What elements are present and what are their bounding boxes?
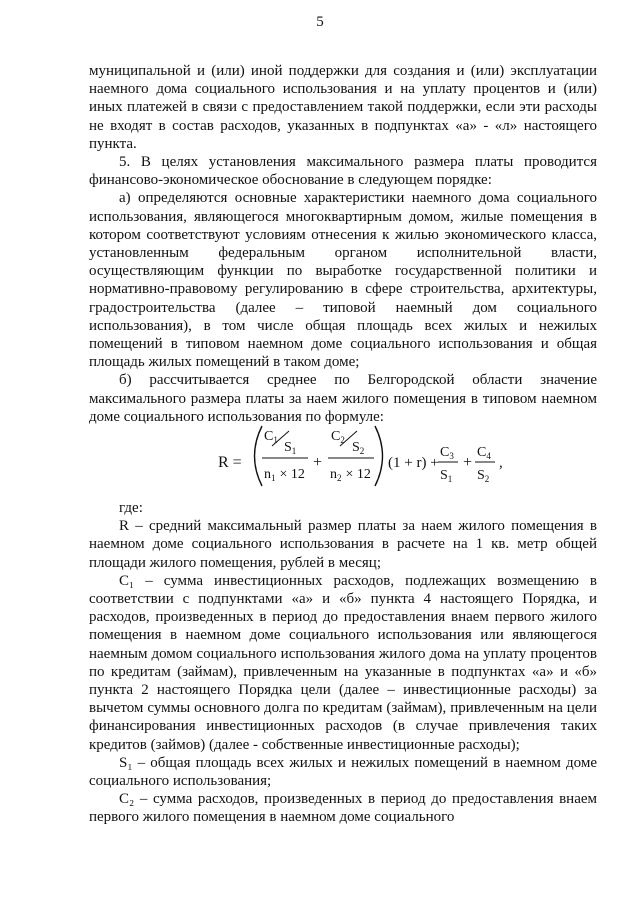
formula-s1-second: $S_1$ — [440, 468, 453, 484]
formula-n1: $n_1 \times 12$ — [264, 467, 305, 483]
formula-c1: $C_1$ — [264, 429, 278, 445]
paragraph-item-5: 5. В целях установления максимального размера платы проводится финансово-экономическое обоснование в следующем порядке: — [89, 154, 597, 189]
text-block-top — [89, 62, 597, 426]
formula-n2: $n_2 \times 12$ — [330, 467, 371, 483]
paragraph-def-s1: S₁ – общая площадь всех жилых и нежилых помещений в наемном доме социального использования; — [89, 754, 597, 790]
paragraph-def-r: R – средний максимальный размер платы за наем жилого помещения в наемном доме социального использования в расчете на 1 кв. метр общей площади жилого помещения, рублей в месяц; — [89, 518, 597, 571]
formula-comma: , — [499, 455, 503, 471]
formula-r — [0, 416, 640, 496]
formula-c3: $C_3$ — [440, 445, 454, 461]
page-number: 5 — [316, 14, 324, 30]
text-block-bottom — [89, 499, 597, 827]
formula-left-paren — [255, 426, 263, 486]
formula-plus-2: + — [463, 454, 473, 471]
formula-one-plus-r: (1 + r) + — [388, 455, 439, 471]
paragraph-where: где: — [119, 500, 143, 516]
formula-c2: $C_2$ — [331, 429, 345, 445]
formula-lhs: R = — [218, 454, 242, 471]
paragraph-def-c1: C₁ – сумма инвестиционных расходов, подлежащих возмещению в соответствии с подпунктами «а» и «б» пункта 4 настоящего Порядка, и расходов, произведенных в период до предоставления внаем первого жилого помещения в наемном доме социального использования или являющегося наемным домом социального использования жилого дома на уплату процентов по кредитам (займам), привлеченным на указанные в подпунктах «а» и «б» пункта 2 настоящего Порядка цели (далее – инвестиционные расходы) за вычетом суммы основного долга по кредитам (займам), привлеченным на цели финансирования инвестиционных расходов (в случае привлечения таких кредитов (займов) (далее - собственные инвестиционные расходы); — [89, 572, 597, 753]
paragraph-def-c2: C₂ – сумма расходов, произведенных в период до предоставления внаем первого жилого помещения в наемном доме социального — [89, 791, 597, 826]
formula-s2: $S_2$ — [352, 440, 365, 456]
formula-right-paren — [375, 426, 383, 486]
formula-s2-second: $S_2$ — [477, 468, 490, 484]
formula-c4: $C_4$ — [477, 445, 491, 461]
formula-plus-1: + — [313, 454, 323, 471]
paragraph-subitem-b: б) рассчитывается среднее по Белгородской области значение максимального размера платы за наем жилого помещения в типовом наемном доме социального использования по формуле: — [89, 372, 597, 425]
paragraph-subitem-a: а) определяются основные характеристики наемного дома социального использования, являющегося многоквартирным домом, жилые помещения в котором соответствуют условиям отнесения к жилью экономического класса, установленным федеральным органом исполнительной власти, осуществляющим функции по выработке государственной политики и нормативно-правовому регулированию в сфере строительства, архитектуры, градостроительства (далее – типовой наемный дом социального использования), в том числе общая площадь всех жилых и нежилых помещений в типовом наемном доме социального использования и общая площадь жилых помещений в таком доме; — [89, 190, 597, 371]
formula-s1: $S_1$ — [284, 440, 297, 456]
paragraph-continuation: муниципальной и (или) иной поддержки для создания и (или) эксплуатации наемного дома социального использования и на уплату процентов и (или) иных платежей в связи с предоставлением такой поддержки, если эти расходы не входят в состав расходов, указанных в подпунктах «а» - «л» настоящего пункта. — [89, 63, 597, 152]
